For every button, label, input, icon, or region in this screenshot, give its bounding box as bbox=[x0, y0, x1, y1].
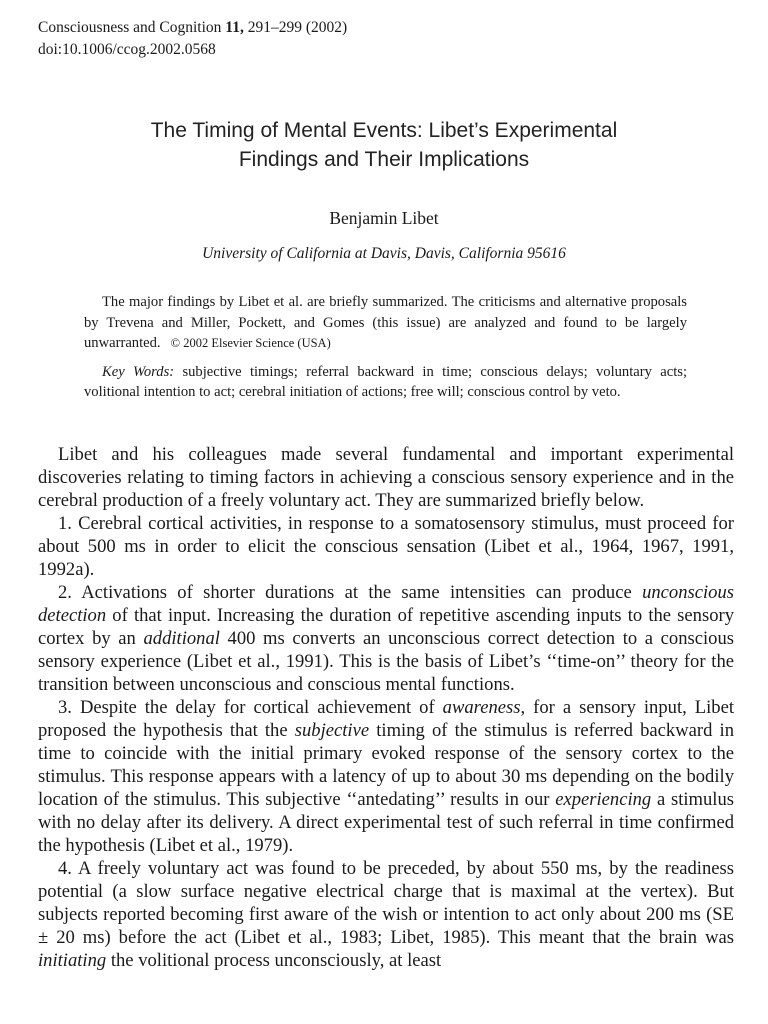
keywords bbox=[84, 362, 687, 403]
paragraph-2 bbox=[38, 581, 734, 696]
p2-text-a: 2. Activations of shorter durations at the same intensities can produce bbox=[58, 582, 643, 603]
title-line-1: The Timing of Mental Events: Libet’s Experimental bbox=[150, 119, 618, 142]
abstract bbox=[84, 292, 687, 403]
paper-title bbox=[0, 116, 768, 174]
abstract-text bbox=[84, 292, 687, 354]
p2-text-c: of that input. Increasing the duration of repetitive ascending inputs to the sensory cortex by an bbox=[38, 605, 734, 649]
p3-text-e: timing of the stimulus is referred backward in time to coincide with the initial primary evoked response of the sensory cortex to the stimulus. This response appears with a latency of up to about 30 ms depending on the bodily location of the stimulus. This subjective ‘‘antedating’’ results in our bbox=[38, 720, 734, 810]
journal-header bbox=[38, 17, 347, 61]
p2-italic-d: additional bbox=[143, 628, 220, 649]
p3-italic-b: awareness, bbox=[442, 697, 526, 718]
title-line-2: Findings and Their Implications bbox=[238, 148, 530, 171]
paragraph-intro: Libet and his colleagues made several fundamental and important experimental discoveries relating to timing factors in achieving a conscious sensory experience and in the cerebral production of a freely voluntary act. They are summarized briefly below. bbox=[38, 444, 734, 511]
journal-volume: 11, bbox=[225, 19, 244, 36]
p4-italic-b: initiating bbox=[38, 950, 107, 971]
author-name: Benjamin Libet bbox=[329, 208, 439, 228]
p2-italic-b: unconscious detection bbox=[38, 582, 734, 626]
p4-text-a: 4. A freely voluntary act was found to be preceded, by about 550 ms, by the readiness potential (a slow surface negative electrical charge that is maximal at the vertex). But subjects reported becoming first aware of the wish or intention to act only about 200 ms (SE ± 20 ms) before the act (Libet et al., 1983; Libet, 1985). This meant that the brain was bbox=[38, 858, 734, 948]
body-text bbox=[38, 443, 734, 972]
affiliation: University of California at Davis, Davis, California 95616 bbox=[202, 245, 566, 262]
paragraph-4 bbox=[38, 857, 734, 972]
p3-text-c: for a sensory input, Libet proposed the hypothesis that the bbox=[38, 697, 735, 741]
p3-italic-f: experiencing bbox=[555, 789, 652, 810]
paragraph-1: 1. Cerebral cortical activities, in response to a somatosensory stimulus, must proceed for about 500 ms in order to elicit the conscious sensation (Libet et al., 1964, 1967, 1991, 1992a). bbox=[38, 513, 734, 580]
p2-text-e: 400 ms converts an unconscious correct detection to a conscious sensory experience (Libet et al., 1991). This is the basis of Libet’s ‘‘time-on’’ theory for the transition between unconscious and conscious mental functions. bbox=[38, 628, 734, 695]
p3-text-g: a stimulus with no delay after its delivery. A direct experimental test of such referral in time confirmed the hypothesis (Libet et al., 1979). bbox=[38, 789, 735, 856]
keywords-label: Key Words: bbox=[102, 363, 175, 380]
abstract-body: The major findings by Libet et al. are briefly summarized. The criticisms and alternative proposals by Trevena and Miller, Pockett, and Gomes (this issue) are analyzed and found to be largely unwarranted. bbox=[84, 294, 687, 351]
paragraph-3 bbox=[38, 696, 734, 857]
copyright-notice: © 2002 Elsevier Science (USA) bbox=[170, 336, 331, 350]
keywords-list: subjective timings; referral backward in time; conscious delays; voluntary acts; volitional intention to act; cerebral initiation of actions; free will; conscious control by veto. bbox=[84, 363, 687, 400]
p3-text-a: 3. Despite the delay for cortical achievement of bbox=[58, 697, 443, 718]
doi[interactable]: doi:10.1006/ccog.2002.0568 bbox=[38, 41, 216, 58]
journal-name: Consciousness and Cognition bbox=[38, 19, 222, 36]
journal-pages: 291–299 (2002) bbox=[247, 19, 348, 36]
journal-citation bbox=[38, 17, 347, 39]
p3-italic-d: subjective bbox=[294, 720, 370, 741]
p4-text-c: the volitional process unconsciously, at least bbox=[106, 950, 442, 971]
